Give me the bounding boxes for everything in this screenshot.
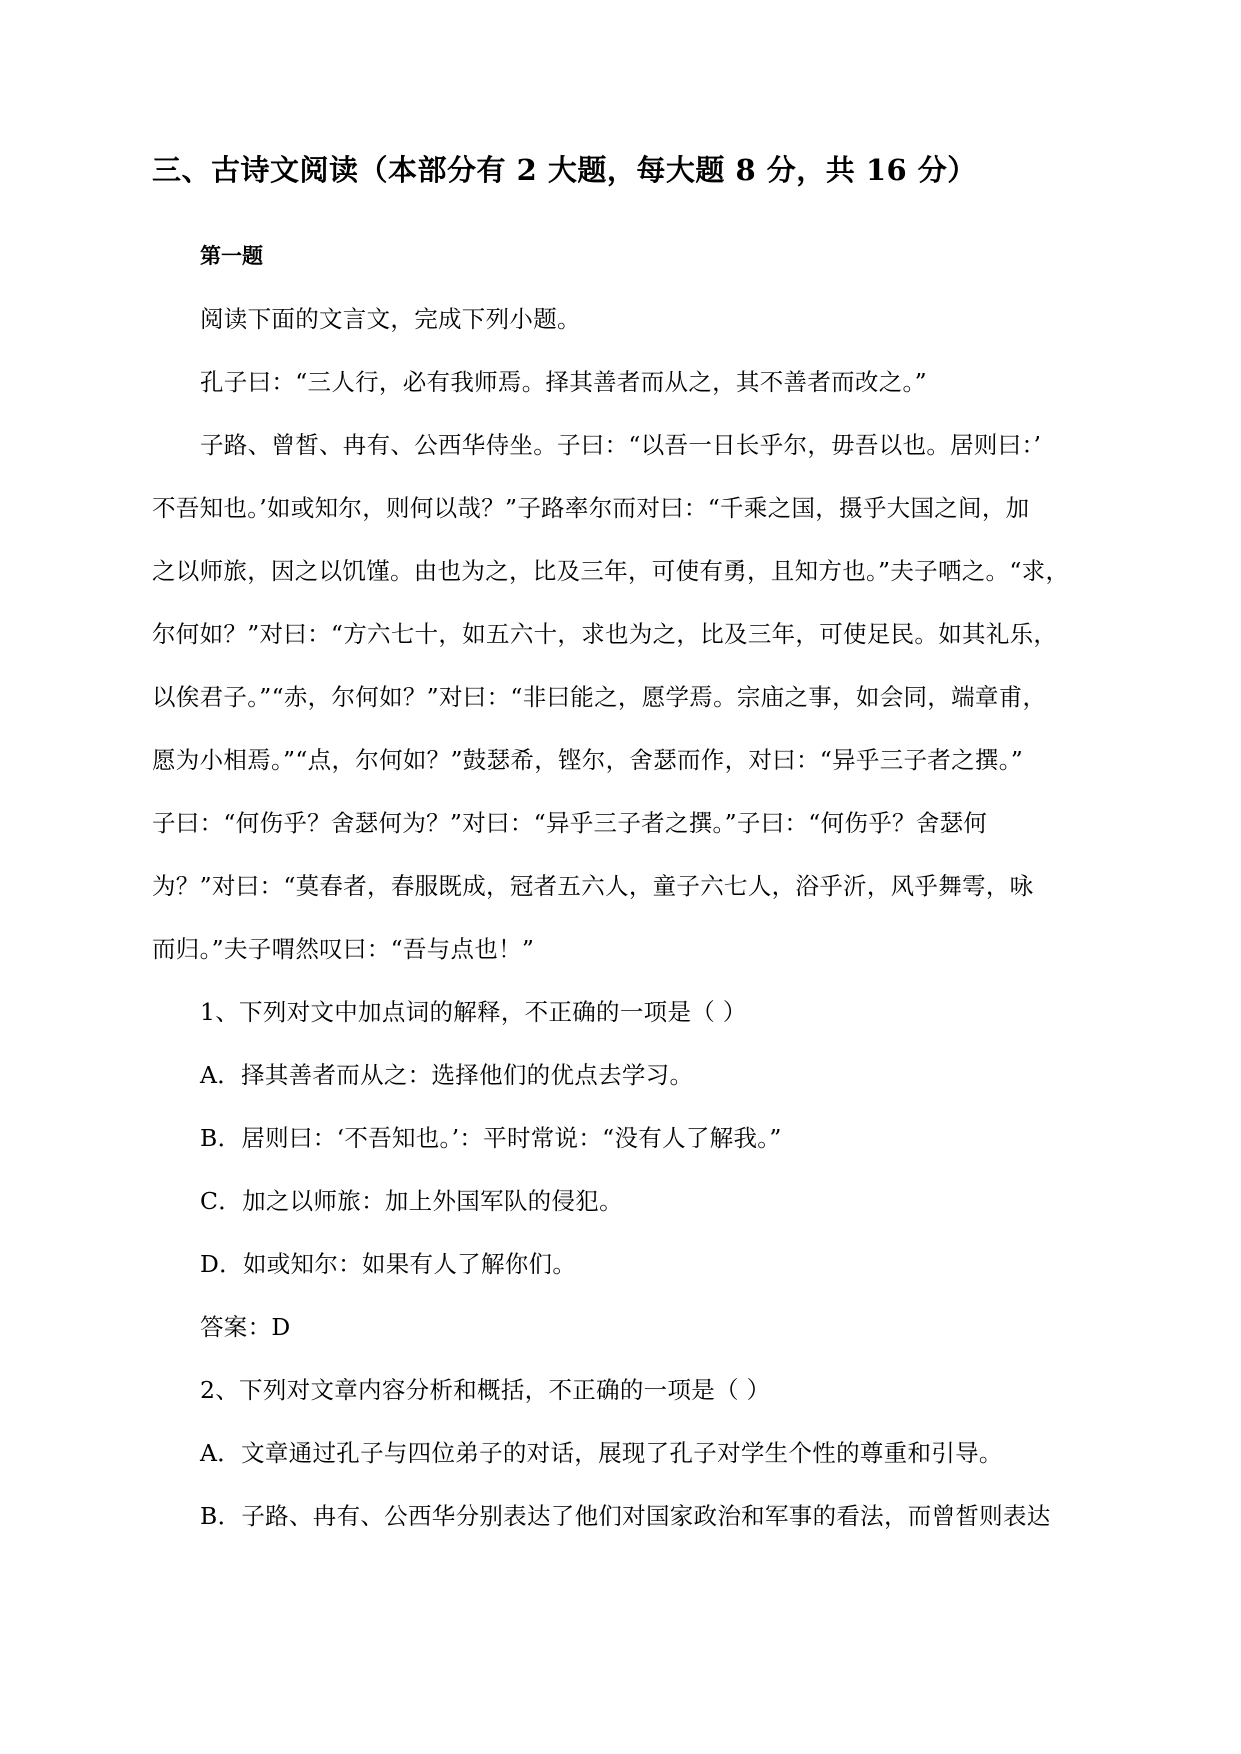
instruction-text: 阅读下面的文言文，完成下列小题。 bbox=[200, 305, 581, 333]
passage-line: 不吾知也。’如或知尔，则何以哉？”子路率尔而对曰：“千乘之国，摄乎大国之间，加 bbox=[152, 494, 1030, 522]
passage-line: 而归。”夫子喟然叹曰：“吾与点也！” bbox=[152, 935, 535, 963]
question-1-option-a: A．择其善者而从之：选择他们的优点去学习。 bbox=[200, 1061, 694, 1089]
passage-line: 愿为小相焉。”“点，尔何如？”鼓瑟希，铿尔，舍瑟而作，对曰：“异乎三子者之撰。” bbox=[152, 746, 1024, 774]
question-1-answer: 答案：D bbox=[200, 1313, 291, 1341]
question-2-option-b: B．子路、冉有、公西华分别表达了他们对国家政治和军事的看法，而曾皙则表达 bbox=[200, 1502, 1051, 1530]
passage-line: 以俟君子。”“赤，尔何如？”对曰：“非曰能之，愿学焉。宗庙之事，如会同，端章甫， bbox=[152, 683, 1047, 711]
passage-line: 之以师旅，因之以饥馑。由也为之，比及三年，可使有勇，且知方也。”夫子哂之。“求， bbox=[152, 557, 1070, 585]
passage-line: 为？”对曰：“莫春者，春服既成，冠者五六人，童子六七人，浴乎沂，风乎舞雩，咏 bbox=[152, 872, 1034, 900]
section-title: 三、古诗文阅读（本部分有 2 大题，每大题 8 分，共 16 分） bbox=[152, 153, 977, 187]
passage-line: 子路、曾皙、冉有、公西华侍坐。子曰：“以吾一日长乎尔，毋吾以也。居则曰：’ bbox=[200, 431, 1042, 459]
question-1-option-b: B．居则曰：‘不吾知也。’：平时常说：“没有人了解我。” bbox=[200, 1124, 782, 1152]
question-1-option-c: C．加之以师旅：加上外国军队的侵犯。 bbox=[200, 1187, 623, 1215]
passage-line: 子曰：“何伤乎？舍瑟何为？”对曰：“异乎三子者之撰。”子曰：“何伤乎？舍瑟何 bbox=[152, 809, 988, 837]
question-1-stem: 1、下列对文中加点词的解释，不正确的一项是（ ） bbox=[200, 998, 747, 1026]
question-heading: 第一题 bbox=[200, 243, 263, 268]
question-2-stem: 2、下列对文章内容分析和概括，不正确的一项是（ ） bbox=[200, 1376, 771, 1404]
passage-paragraph-1: 孔子曰：“三人行，必有我师焉。择其善者而从之，其不善者而改之。” bbox=[200, 368, 927, 396]
passage-line: 尔何如？”对曰：“方六七十，如五六十，求也为之，比及三年，可使足民。如其礼乐， bbox=[152, 620, 1058, 648]
question-1-option-d: D．如或知尔：如果有人了解你们。 bbox=[200, 1250, 577, 1278]
question-2-option-a: A．文章通过孔子与四位弟子的对话，展现了孔子对学生个性的尊重和引导。 bbox=[200, 1439, 1003, 1467]
